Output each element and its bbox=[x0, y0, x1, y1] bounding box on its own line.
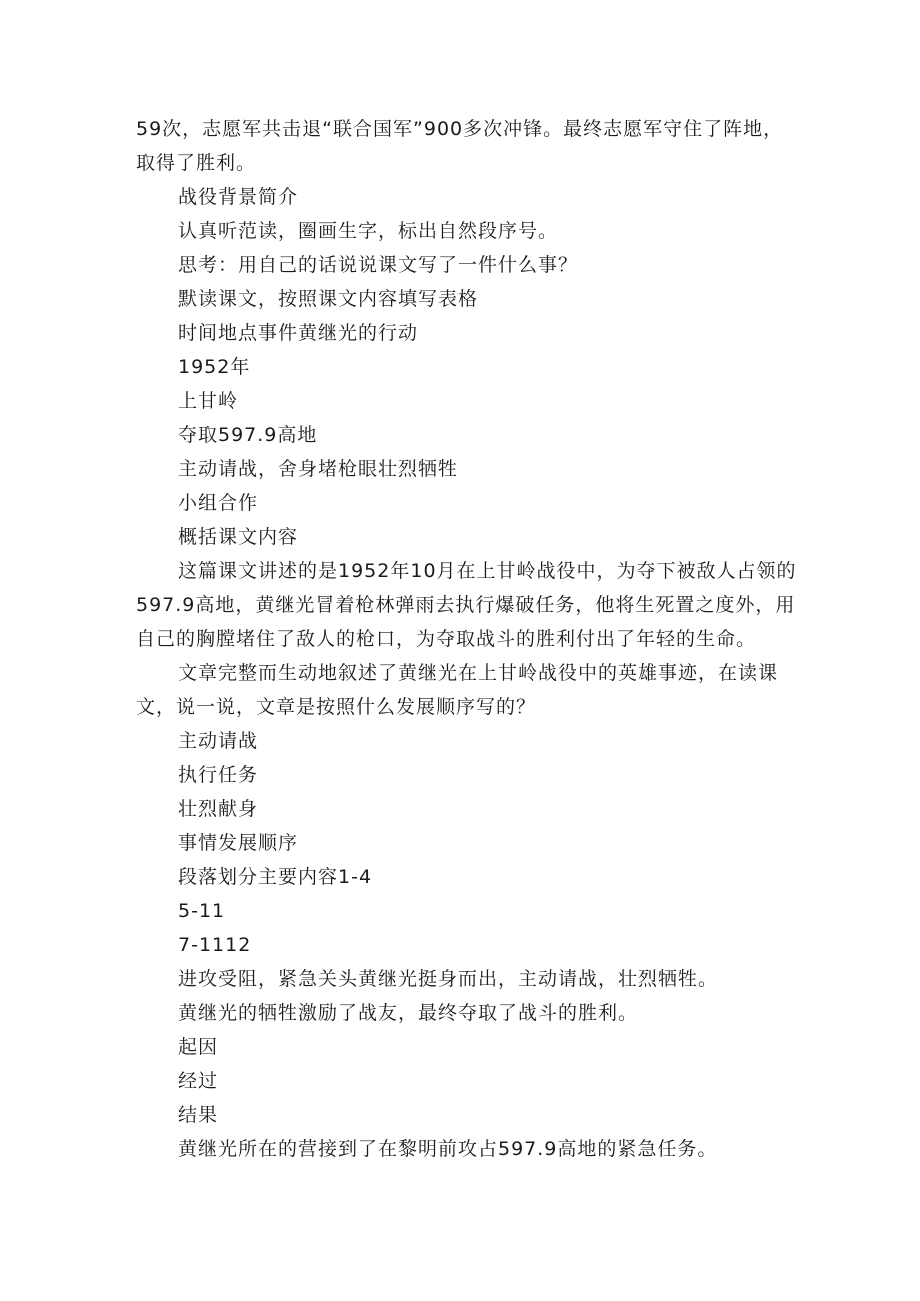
document-page bbox=[136, 112, 796, 1166]
question-line: 思考：用自己的话说说课文写了一件什么事？ bbox=[178, 254, 579, 276]
content-line: 进攻受阻，紧急关头黄继光挺身而出，主动请战，壮烈牺牲。 bbox=[178, 968, 719, 990]
content-line: 黄继光的牺牲激励了战友，最终夺取了战斗的胜利。 bbox=[178, 1002, 639, 1024]
paragraph-range: 7-1112 bbox=[178, 934, 252, 956]
table-cell-action: 主动请战，舍身堵枪眼壮烈牺牲 bbox=[178, 458, 459, 480]
paragraph-range: 5-11 bbox=[178, 900, 226, 922]
summary-line-2: 597.9高地，黄继光冒着枪林弹雨去执行爆破任务，他将生死置之度外，用 bbox=[136, 594, 796, 616]
order-label: 事情发展顺序 bbox=[178, 832, 299, 854]
instruction-line: 认真听范读，圈画生字，标出自然段序号。 bbox=[178, 220, 559, 242]
summary-line-3: 自己的胸膛堵住了敌人的枪口，为夺取战斗的胜利付出了年轻的生命。 bbox=[136, 628, 757, 650]
table-cell-time: 1952年 bbox=[178, 356, 251, 378]
section-heading-group: 小组合作 bbox=[178, 492, 259, 514]
table-header-line: 时间地点事件黄继光的行动 bbox=[178, 322, 419, 344]
question-paragraph-line-2: 文，说一说，文章是按照什么发展顺序写的？ bbox=[136, 696, 537, 718]
question-paragraph-line-1: 文章完整而生动地叙述了黄继光在上甘岭战役中的英雄事迹，在读课 bbox=[178, 662, 779, 684]
content-line: 黄继光所在的营接到了在黎明前攻占597.9高地的紧急任务。 bbox=[178, 1138, 718, 1160]
structure-label-cause: 起因 bbox=[178, 1036, 219, 1058]
section-heading-summary: 概括课文内容 bbox=[178, 526, 299, 548]
table-cell-event: 夺取597.9高地 bbox=[178, 424, 318, 446]
structure-label-process: 经过 bbox=[178, 1070, 219, 1092]
instruction-line: 默读课文，按照课文内容填写表格 bbox=[178, 288, 479, 310]
table-cell-place: 上甘岭 bbox=[178, 390, 239, 412]
paragraph-line-2: 取得了胜利。 bbox=[136, 152, 257, 174]
section-heading-background: 战役背景简介 bbox=[178, 186, 299, 208]
order-item: 壮烈献身 bbox=[178, 798, 259, 820]
order-item: 执行任务 bbox=[178, 764, 259, 786]
paragraph-division-header: 段落划分主要内容1-4 bbox=[178, 866, 373, 888]
order-item: 主动请战 bbox=[178, 730, 259, 752]
structure-label-result: 结果 bbox=[178, 1104, 219, 1126]
paragraph-line-1: 59次，志愿军共击退“联合国军”900多次冲锋。最终志愿军守住了阵地， bbox=[136, 118, 784, 140]
summary-line-1: 这篇课文讲述的是1952年10月在上甘岭战役中，为夺下被敌人占领的 bbox=[178, 560, 797, 582]
